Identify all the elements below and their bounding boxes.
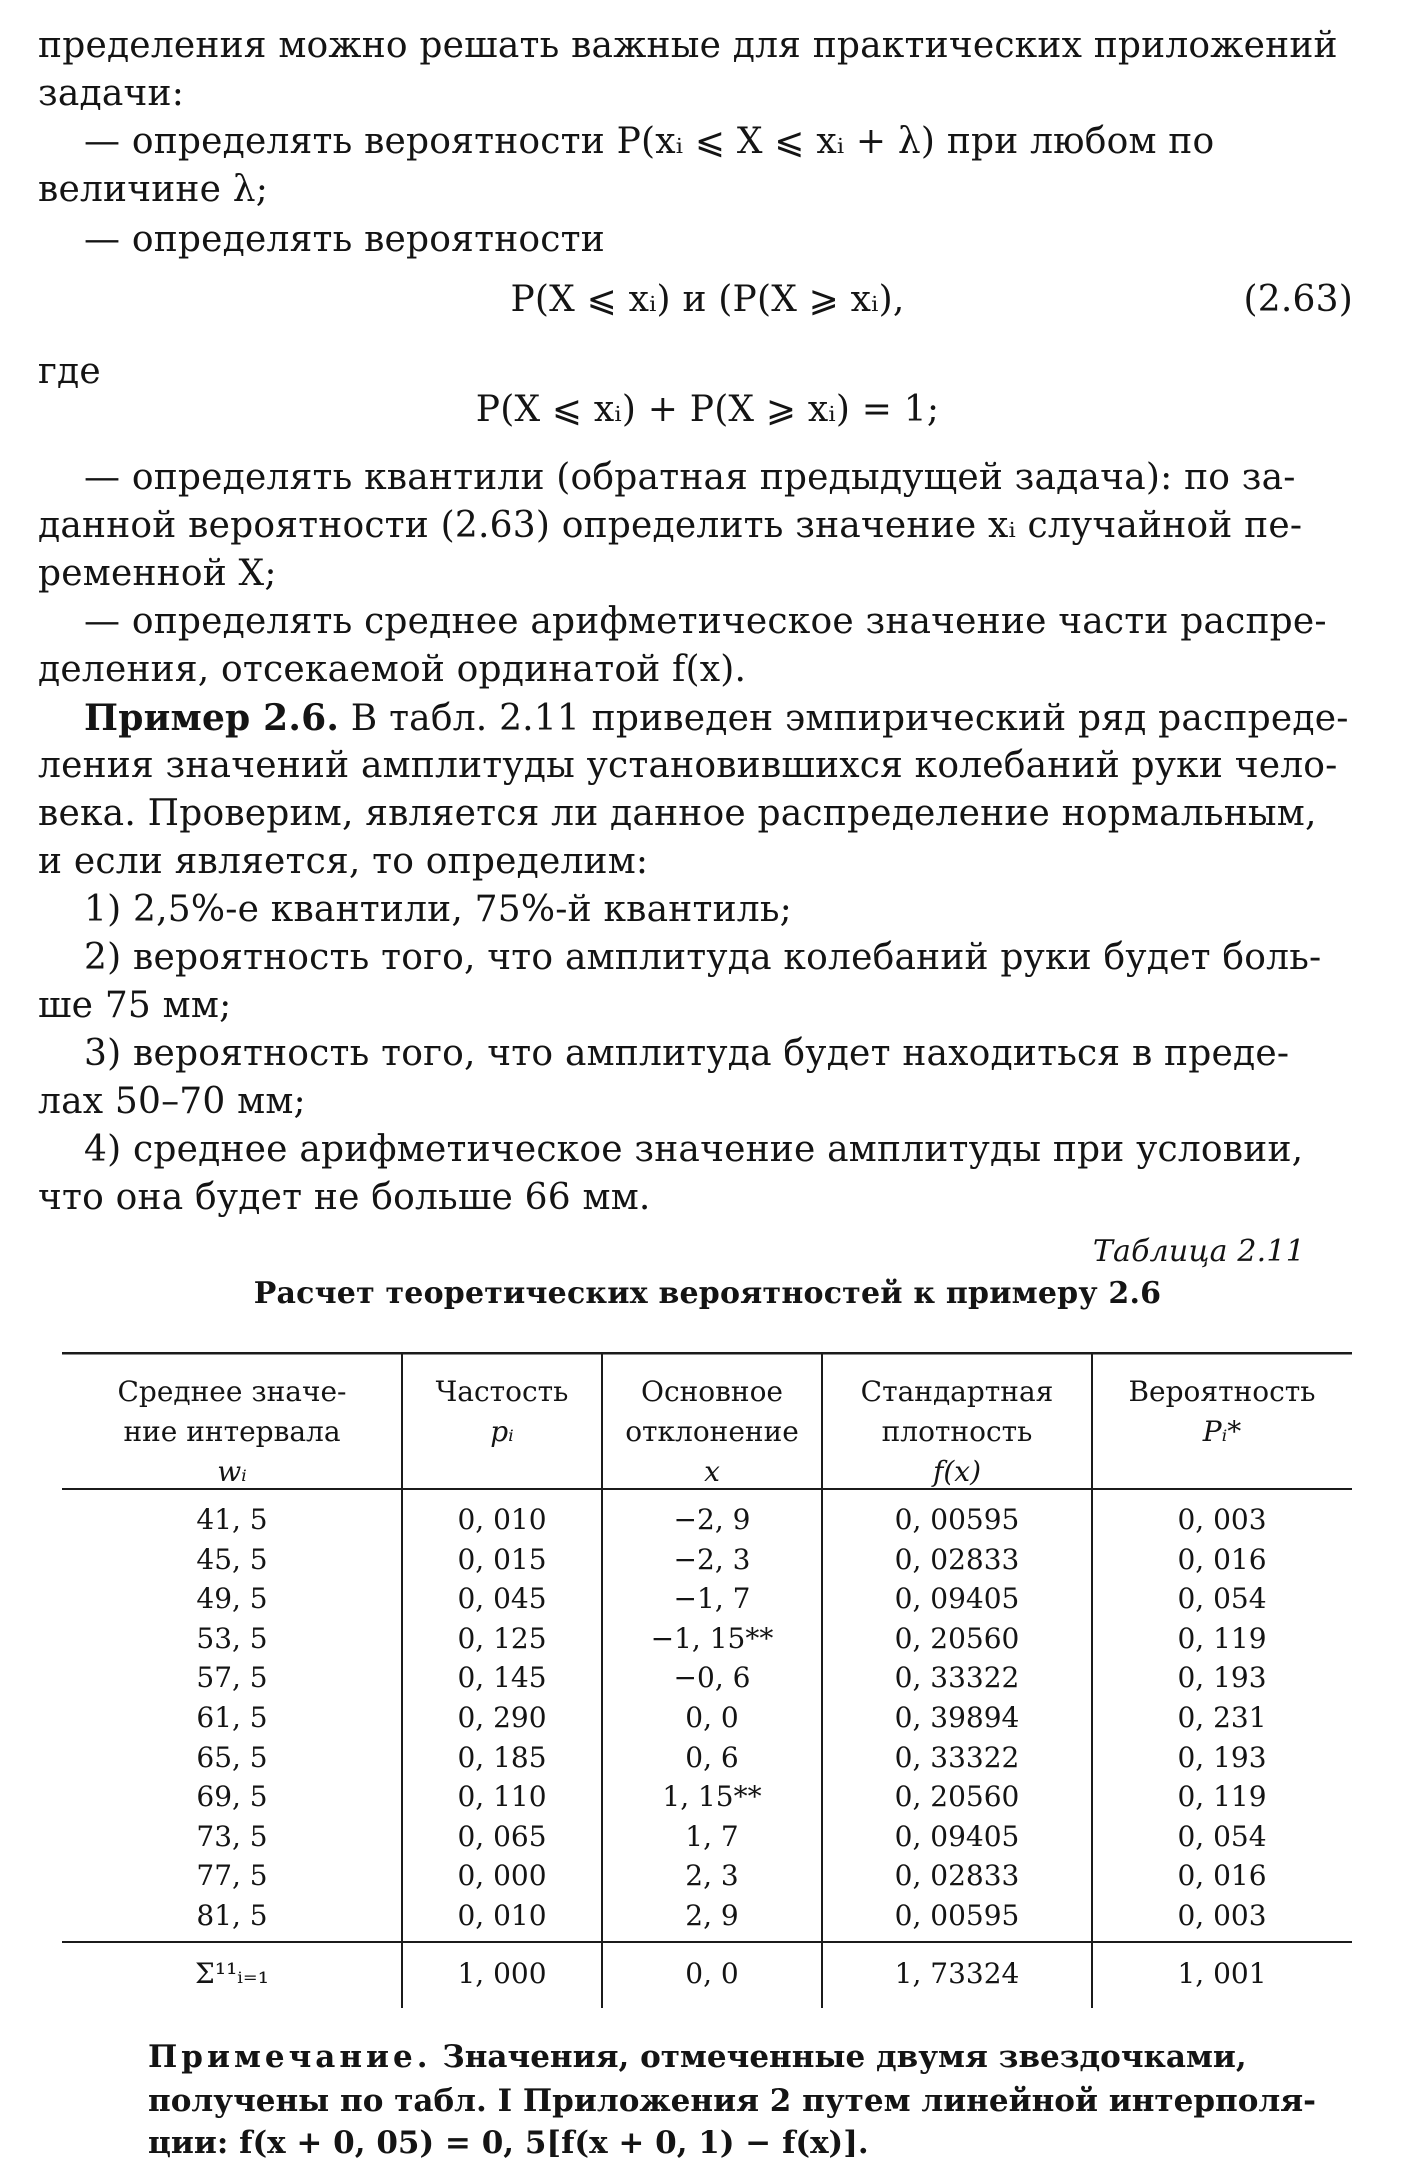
table-cell: 0, 125 xyxy=(457,1621,547,1655)
table-cell: 0, 09405 xyxy=(894,1819,1020,1853)
table-cell: 41, 5 xyxy=(196,1503,268,1536)
table-cell: 49, 5 xyxy=(196,1582,268,1616)
table-cell: 0, 20560 xyxy=(894,1621,1020,1655)
table-cell: 2, 3 xyxy=(685,1859,739,1893)
table-total-cell: 1, 001 xyxy=(1177,1957,1267,1990)
list-item: 3) вероятность того, что амплитуда будет находиться в преде- xyxy=(84,1033,1290,1074)
table-total-cell: 1, 73324 xyxy=(894,1957,1020,1990)
paragraph-line: пределения можно решать важные для практических приложений xyxy=(38,25,1338,66)
table-cell: 0, 003 xyxy=(1177,1899,1267,1932)
paragraph-line: ременной X; xyxy=(38,553,277,594)
paragraph-line: задачи: xyxy=(38,73,185,114)
table-cell: 0, 045 xyxy=(457,1582,547,1616)
table-cell: 1, 7 xyxy=(685,1819,739,1853)
table-cell: 0, 02833 xyxy=(894,1542,1020,1576)
table-cell: 0, 39894 xyxy=(894,1701,1020,1734)
example-line xyxy=(84,696,1349,741)
header-frequency: Частость pᵢ xyxy=(435,1375,569,1448)
table-cell: 0, 231 xyxy=(1177,1701,1267,1734)
table-cell: 0, 00595 xyxy=(894,1503,1020,1536)
table-cell: 0, 015 xyxy=(457,1542,547,1576)
paragraph-line: ше 75 мм; xyxy=(38,985,232,1026)
table-cell: 45, 5 xyxy=(196,1542,268,1576)
paragraph-line: — определять вероятности P(xᵢ ⩽ X ⩽ xᵢ + λ) при любом по xyxy=(84,121,1215,162)
paragraph-line: где xyxy=(38,351,101,392)
table-cell: 2, 9 xyxy=(685,1899,739,1932)
table-cell: 0, 0 xyxy=(685,1701,739,1734)
table-cell: 0, 6 xyxy=(685,1740,739,1774)
data-table xyxy=(62,1352,1352,2008)
paragraph-line: — определять среднее арифметическое значение части распре- xyxy=(84,601,1327,642)
table-cell: 73, 5 xyxy=(196,1819,268,1853)
table-cell: 0, 09405 xyxy=(894,1582,1020,1616)
equation-number: (2.63) xyxy=(1243,279,1353,320)
table-cell: 0, 290 xyxy=(457,1701,547,1734)
table-cell: 0, 065 xyxy=(457,1819,547,1853)
table-cell: 61, 5 xyxy=(196,1701,268,1734)
table-cell: 0, 185 xyxy=(457,1740,547,1774)
table-cell: 0, 110 xyxy=(457,1780,547,1814)
formula-2-63: P(X ⩽ xᵢ) и (P(X ⩾ xᵢ), xyxy=(510,279,905,320)
note-label: Примечание. xyxy=(148,2039,432,2075)
paragraph-line: что она будет не больше 66 мм. xyxy=(38,1177,651,1218)
table-cell: −2, 9 xyxy=(673,1503,751,1536)
table-cell: 0, 003 xyxy=(1177,1503,1267,1536)
paragraph-line: века. Проверим, является ли данное распределение нормальным, xyxy=(38,793,1317,834)
table-note-line: ции: f(x + 0, 05) = 0, 5[f(x + 0, 1) − f(x)]. xyxy=(148,2125,869,2161)
formula-sum: P(X ⩽ xᵢ) + P(X ⩾ xᵢ) = 1; xyxy=(475,389,940,430)
table-cell: 0, 145 xyxy=(457,1661,547,1695)
table-total-label: Σ¹¹ᵢ₌₁ xyxy=(195,1957,269,1990)
table-cell: −2, 3 xyxy=(673,1542,751,1576)
table-total-cell: 1, 000 xyxy=(457,1957,547,1990)
table-cell: 0, 016 xyxy=(1177,1859,1267,1893)
list-item: 1) 2,5%-е квантили, 75%-й квантиль; xyxy=(84,889,792,930)
list-item: 4) среднее арифметическое значение амплитуды при условии, xyxy=(84,1129,1304,1170)
example-text: В табл. 2.11 приведен эмпирический ряд распреде- xyxy=(339,698,1349,739)
header-mean-value: Среднее значе- ние интервала wᵢ xyxy=(117,1375,347,1488)
table-total-cell: 0, 0 xyxy=(685,1957,739,1990)
table-cell: 0, 119 xyxy=(1177,1780,1267,1814)
table-cell: −1, 7 xyxy=(673,1582,751,1616)
table-cell: 0, 119 xyxy=(1177,1621,1267,1655)
table-cell: 0, 33322 xyxy=(894,1661,1020,1695)
list-item: 2) вероятность того, что амплитуда колебаний руки будет боль- xyxy=(84,937,1322,978)
table-note xyxy=(148,2036,1247,2078)
example-heading: Пример 2.6. xyxy=(84,697,340,739)
table-cell: −0, 6 xyxy=(673,1661,751,1695)
paragraph-line: ления значений амплитуды установившихся колебаний руки чело- xyxy=(38,745,1338,786)
table-cell: 77, 5 xyxy=(196,1859,268,1893)
paragraph-line: — определять квантили (обратная предыдущей задача): по за- xyxy=(84,457,1296,498)
table-cell: 0, 33322 xyxy=(894,1740,1020,1774)
header-probability: Вероятность Pᵢ* xyxy=(1128,1375,1316,1448)
paragraph-line: деления, отсекаемой ординатой f(x). xyxy=(38,649,747,690)
table-cell: 0, 193 xyxy=(1177,1740,1267,1774)
table-cell: 0, 00595 xyxy=(894,1899,1020,1932)
table-note-line: получены по табл. I Приложения 2 путем линейной интерполя- xyxy=(148,2083,1317,2119)
table-cell: 0, 054 xyxy=(1177,1819,1267,1853)
table-cell: 69, 5 xyxy=(196,1780,268,1814)
table-cell: 0, 193 xyxy=(1177,1661,1267,1695)
table-label: Таблица 2.11 xyxy=(1092,1234,1305,1269)
table-cell: 65, 5 xyxy=(196,1740,268,1774)
table-cell: 0, 010 xyxy=(457,1503,547,1536)
paragraph-line: величине λ; xyxy=(38,169,269,210)
table-cell: 0, 054 xyxy=(1177,1582,1267,1616)
table-cell: 0, 02833 xyxy=(894,1859,1020,1893)
table-cell: 0, 000 xyxy=(457,1859,547,1893)
table-cell: 0, 016 xyxy=(1177,1542,1267,1576)
header-deviation: Основное отклонение x xyxy=(625,1375,799,1488)
table-cell: 81, 5 xyxy=(196,1899,268,1932)
paragraph-line: лах 50–70 мм; xyxy=(38,1081,306,1122)
header-density: Стандартная плотность f(x) xyxy=(860,1375,1054,1488)
table-cell: 0, 20560 xyxy=(894,1780,1020,1814)
table-cell: 57, 5 xyxy=(196,1661,268,1695)
table-title: Расчет теоретических вероятностей к примеру 2.6 xyxy=(253,1276,1162,1311)
table-cell: −1, 15** xyxy=(650,1621,774,1655)
table-cell: 53, 5 xyxy=(196,1621,268,1655)
paragraph-line: — определять вероятности xyxy=(84,219,605,260)
note-text: Значения, отмеченные двумя звездочками, xyxy=(431,2039,1247,2075)
table-cell: 0, 010 xyxy=(457,1899,547,1932)
paragraph-line: и если является, то определим: xyxy=(38,841,649,882)
table-cell: 1, 15** xyxy=(662,1780,762,1814)
paragraph-line: данной вероятности (2.63) определить значение xᵢ случайной пе- xyxy=(38,505,1303,546)
